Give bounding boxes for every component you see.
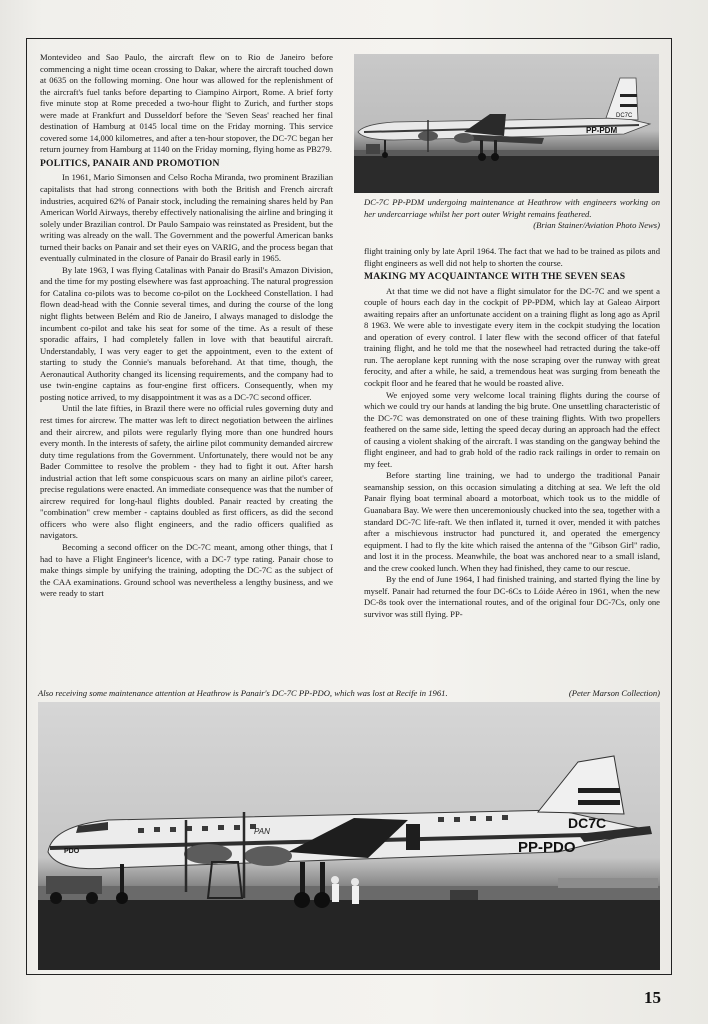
caption-text: Also receiving some maintenance attention at Heathrow is Panair's DC-7C PP-PDO, which was lost at Recife in 1961.: [38, 688, 448, 698]
photo-credit: (Peter Marson Collection): [568, 688, 660, 698]
section-heading-politics: POLITICS, PANAIR AND PROMOTION: [40, 157, 220, 169]
paragraph: By late 1963, I was flying Catalinas with Panair do Brasil's Amazon Division, and the time for my posting elsewhere was fast approaching. The natural progression for Catalina co-pilots was to become co-pilot on the Lockheed Constellation. I had flown dead-head with the Connie several times, and during the course of the long night flights between Belém and Rio de Janeiro, I always managed to dislodge the incumbent co-pilot and take his seat for some of the time. As a result of these sporadic affairs, I had completely fallen in love with that beautiful aircraft. Understandably, I was very eager to get the appointment, even to the extent of starting to study the Connie's manuals beforehand. At that time, though, the Aeronautical Authority changed its licensing requirements, and the company had to use twin-engine captains as four-engine first officers. Consequently, when my posting notice arrived, to my disappointment it was as a DC-7C second officer.: [40, 264, 333, 402]
aircraft-illustration: [38, 702, 660, 970]
top-photo-caption: [364, 197, 660, 232]
paragraph: Montevideo and Sao Paulo, the aircraft flew on to Rio de Janeiro before commencing a night time ocean crossing to Dakar, where the aircraft touched down at 0635 on the following morning. One hour was allowed for the replenishment of the aircraft's fuel tanks before departing to Ciampino Airport, Rome. A brief forty five minute stop at Rome preceded a two-hour flight to Zurich, and further stops were made at Frankfurt and Dusseldorf before the 'Seven Seas' reached her final destination of Hamburg at 0145 local time on the Friday morning. This service covered some 14,000 kilometres, and after a ten-hour stopover, the DC-7C began her return journey from Hamburg at 1140 on the Friday morning, flying home as PB279.: [40, 52, 333, 155]
tail-marking: DC7C: [568, 815, 607, 831]
page-number: 15: [644, 988, 661, 1007]
section-heading-seven-seas: MAKING MY ACQUAINTANCE WITH THE SEVEN SEAS: [364, 271, 626, 283]
caption-text: DC-7C PP-PDM undergoing maintenance at Heathrow with engineers working on her undercarriage whilst her port outer Wright remains feathered.: [364, 197, 660, 219]
photo-dc7c-pp-pdm: [354, 54, 659, 193]
paragraph: Before starting line training, we had to undergo the traditional Panair seamanship session, on this occasion simulating a ditching at sea. We left the old Panair flying boat terminal aboard a motorboat, which took us to the middle of Guanabara Bay. We were then unceremoniously chucked into the sea, together with a standard DC-7C life-raft. We then inflated it, turned it over, mended it with patches after a mischievous instructor had punctured it, and operated the emergency equipment. I had to fly the kite which raised the antenna of the "Gibson Girl" radio, and lost it in the process. Meanwhile, the boat was anchored near to a small island, and the crew cooked lunch. When they had finished, they came to our rescue.: [364, 470, 660, 573]
paragraph: We enjoyed some very welcome local training flights during the course of which we could try our hands at landing the big brute. One unsettling characteristic of the DC-7C was demonstrated on one of these training flights. With two propellers feathered on the same side, letting the speed decay during an approach had the effect of causing a violent shaking of the aircraft. I was standing on the gangway behind the flight engineer, and had to grab hold of the radio rack railings in order to remain on my feet.: [364, 389, 660, 469]
paragraph: flight training only by late April 1964. The fact that we had to be trained as pilots and flight engineers as well did not help to shorten the course.: [364, 246, 660, 268]
paragraph: Becoming a second officer on the DC-7C meant, among other things, that I had to have a Flight Engineer's licence, with a DC-7 type rating. Panair chose to make things simple by unifying the training, adopting the DC-7C as the subject of the CAA examinations. Ground school was nevertheless a lengthy business, and we were ready to start: [40, 541, 333, 599]
registration-mark: PP-PDM: [586, 126, 618, 135]
paragraph: In 1961, Mario Simonsen and Celso Rocha Miranda, two prominent Brazilian capitalists that had strong connections with both the British and French aircraft industries, acquired 62% of Panair stock, including the remaining shares held by Pan American World Airways, thereby effectively nationalising the airline and bringing it solely under Brazilian control. Dr Paulo Sampaio was reinstated as President, but the writing was already on the wall. The Government and the powerful American banks turned their backs on Panair and set their eyes on VARIG, and the process began that eventually culminated in the closure of Panair do Brasil early in 1965.: [40, 172, 333, 264]
nose-code: PDO: [64, 848, 80, 855]
photo-credit: (Brian Stainer/Aviation Photo News): [533, 220, 660, 230]
paragraph: Until the late fifties, in Brazil there were no official rules governing duty and rest times for aircrew. The matter was left to direct negotiation between the airlines and their aircrew, and pilots were regularly flying more than one hundred hours every month. In the interests of safety, the airline pilot community demanded aircrew duty time regulations from the Government. Unfortunately, there would not be any Bader Committee to resolve the problem - they had to fight it out. After harsh industrial action that left some conspicuous scars on many an airline pilot's career, precise regulations were enacted. An immediate consequence was that the number of aircrew required for long-haul flights doubled. Panair reacted by creating the "combination" crew member - captains doubled as first officers, as did the second officers who were also flight engineers, and the radio officers qualified as navigators.: [40, 403, 333, 541]
tail-marking: DC7C: [616, 113, 633, 119]
photo-dc7c-pp-pdo: [38, 702, 660, 970]
paragraph: At that time we did not have a flight simulator for the DC-7C and we spent a couple of hours each day in the cockpit of PP-PDM, which lay at Galeao Airport awaiting repairs after an unfortunate accident on a training flight as long ago as April 8 1963. We were able to investigate every item in the cockpit studying the location and operation of every control. I later flew with the second officer of that fateful training flight, and he told me that the nosewheel had retracted during the take-off run. The aeroplane kept running with the nose scraping over the runway with great ferocity, and after a while, he said, a tremendous heat was surging from beneath the cockpit floor and he feared that he would be roasted alive.: [364, 285, 660, 389]
aircraft-illustration: [354, 54, 659, 193]
fuselage-lettering: PAN: [254, 827, 270, 836]
registration-mark: PP-PDO: [518, 839, 576, 856]
right-column: [364, 246, 660, 621]
left-column: [40, 52, 333, 600]
bottom-photo-caption: [38, 688, 660, 698]
paragraph: By the end of June 1964, I had finished training, and started flying the line by myself. Panair had returned the four DC-6Cs to Lóide Aéreo in 1961, when the new DC-8s took over the international routes, and of the original four DC-7Cs, only one survivor was still flying. PP-: [364, 574, 660, 619]
